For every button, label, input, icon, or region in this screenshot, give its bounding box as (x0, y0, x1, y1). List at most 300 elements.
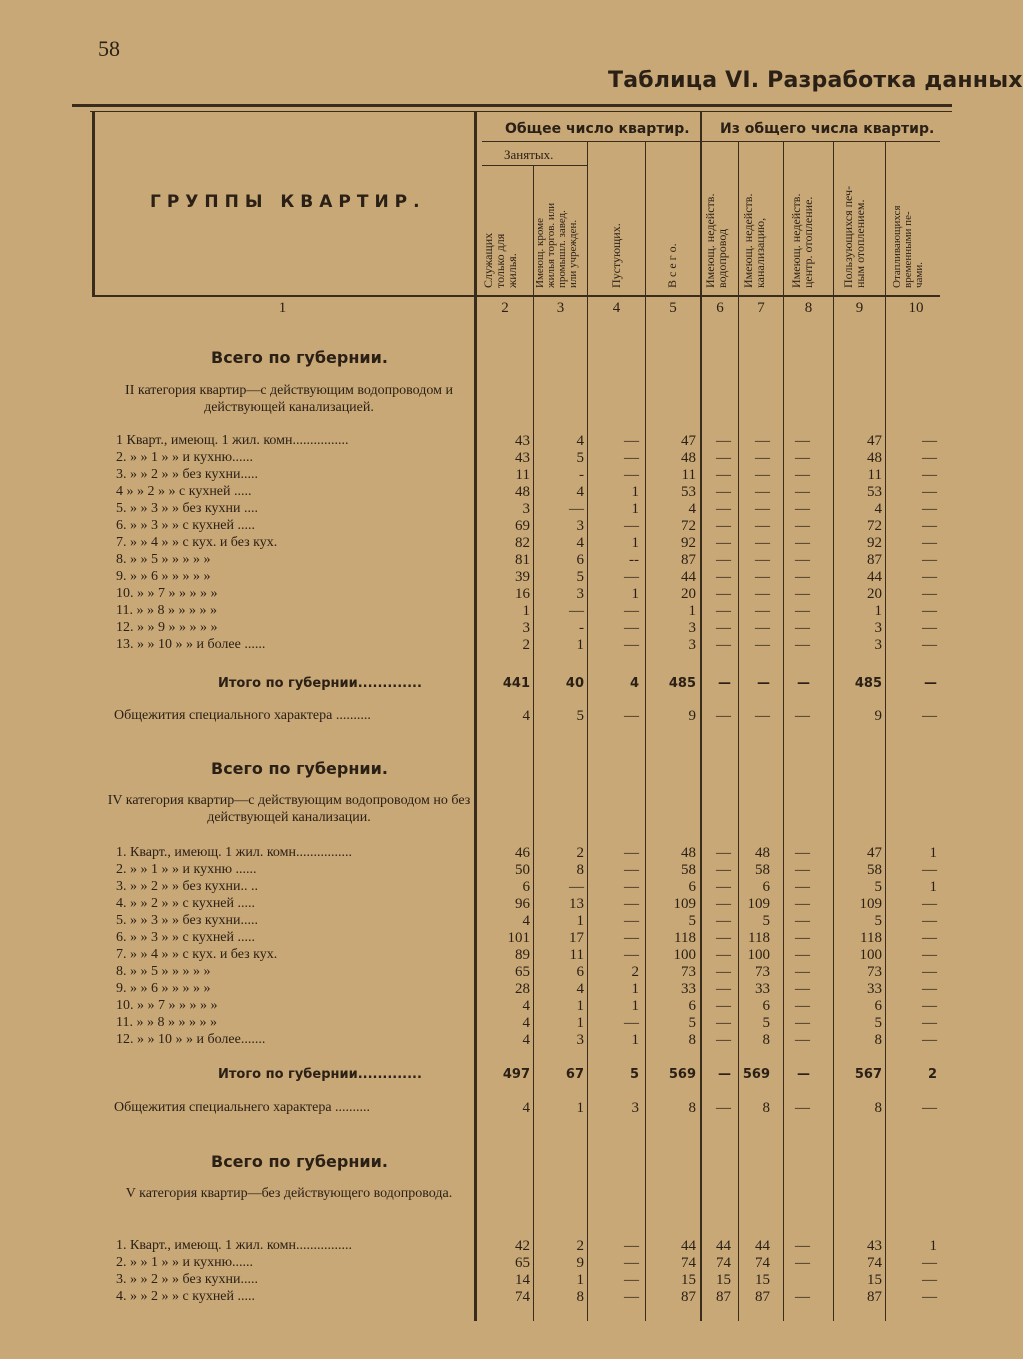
section-description: V категория квартир—без действующего водопровода. (125, 1186, 453, 1201)
table-cell: 74 (867, 1255, 882, 1271)
table-cell: — (624, 620, 639, 636)
table-cell: 485 (854, 676, 882, 691)
table-cell: 5 (874, 879, 882, 895)
page-title: Таблица VI. Разработка данных (608, 68, 1023, 93)
table-cell: 43 (515, 433, 530, 449)
row-label: 5. » » 3 » » без кухни .... (116, 501, 258, 516)
table-cell: 8 (688, 1032, 696, 1048)
table-cell: 2 (927, 1067, 937, 1082)
table-cell: 87 (716, 1289, 731, 1305)
table-cell: — (795, 862, 810, 878)
row-label: 4 » » 2 » » с кухней ..... (116, 484, 252, 499)
table-cell: 3 (522, 501, 530, 517)
table-cell: — (716, 879, 731, 895)
table-cell: — (624, 450, 639, 466)
table-cell: 5 (762, 1015, 770, 1031)
table-cell: — (716, 535, 731, 551)
column-number: 8 (804, 300, 813, 316)
table-cell: 74 (755, 1255, 770, 1271)
table-cell: — (624, 1289, 639, 1305)
table-cell: 42 (515, 1238, 530, 1254)
occupied-rule (482, 165, 587, 166)
column-number: 10 (908, 300, 924, 316)
table-cell: 8 (762, 1032, 770, 1048)
table-cell: — (922, 930, 937, 946)
table-cell: 53 (867, 484, 882, 500)
row-label: 9. » » 6 » » » » » (116, 569, 211, 584)
table-cell: — (795, 913, 810, 929)
table-cell: 44 (867, 569, 882, 585)
table-cell: — (569, 879, 584, 895)
row-label: Итого по губернии............. (218, 1067, 422, 1082)
table-cell: — (624, 518, 639, 534)
table-cell: — (922, 862, 937, 878)
table-cell: — (716, 637, 731, 653)
row-label: 3. » » 2 » » без кухни.. .. (116, 879, 258, 894)
table-cell: 50 (515, 862, 530, 878)
table-cell: — (755, 535, 770, 551)
table-cell: 100 (747, 947, 770, 963)
table-cell: 2 (576, 845, 584, 861)
table-cell: — (755, 501, 770, 517)
row-label: 4. » » 2 » » с кухней ..... (116, 896, 256, 911)
row-label: 4. » » 2 » » с кухней ..... (116, 1289, 256, 1304)
col-divider-4 (645, 141, 646, 1321)
row-label: 12. » » 10 » » и более....... (116, 1032, 266, 1047)
table-cell: — (922, 708, 937, 724)
table-cell: 6 (688, 879, 696, 895)
table-cell: 87 (755, 1289, 770, 1305)
table-cell: 497 (502, 1067, 530, 1082)
table-cell: — (716, 845, 731, 861)
col-divider-8 (833, 141, 834, 1321)
table-cell: — (795, 586, 810, 602)
table-cell: 44 (681, 569, 696, 585)
row-label: 10. » » 7 » » » » » (116, 998, 218, 1013)
table-cell: 33 (681, 981, 696, 997)
table-cell: 89 (515, 947, 530, 963)
table-cell: — (795, 1255, 810, 1271)
table-cell: 48 (515, 484, 530, 500)
table-cell: — (624, 947, 639, 963)
table-cell: 47 (867, 845, 882, 861)
table-cell: 43 (515, 450, 530, 466)
table-cell: 11 (515, 467, 530, 483)
table-cell: — (795, 450, 810, 466)
table-cell: — (716, 1015, 731, 1031)
table-cell: — (716, 964, 731, 980)
table-cell: 5 (576, 708, 584, 724)
table-cell: 1 (929, 845, 937, 861)
table-cell: - (579, 620, 584, 636)
table-cell: 4 (576, 484, 584, 500)
table-cell: — (624, 896, 639, 912)
table-cell: 4 (576, 535, 584, 551)
table-cell: 58 (681, 862, 696, 878)
table-cell: 48 (681, 450, 696, 466)
table-cell: 4 (576, 433, 584, 449)
row-label: 10. » » 7 » » » » » (116, 586, 218, 601)
table-cell: 11 (867, 467, 882, 483)
table-cell: 1 (576, 913, 584, 929)
table-cell: 3 (576, 586, 584, 602)
section-title: Всего по губернии. (211, 348, 388, 367)
table-cell: 1 (576, 1015, 584, 1031)
table-cell: — (795, 981, 810, 997)
table-cell: — (922, 569, 937, 585)
table-cell: 1 (631, 484, 639, 500)
table-cell: 6 (576, 964, 584, 980)
table-cell: 58 (755, 862, 770, 878)
table-cell: 44 (681, 1238, 696, 1254)
row-label: 8. » » 5 » » » » » (116, 552, 211, 567)
row-label: 6. » » 3 » » с кухней ..... (116, 930, 256, 945)
table-cell: — (624, 467, 639, 483)
table-cell: — (624, 1272, 639, 1288)
table-cell: 485 (668, 676, 696, 691)
table-cell: 15 (755, 1272, 770, 1288)
table-cell: 1 (631, 501, 639, 517)
table-cell: — (795, 603, 810, 619)
header-col4: Пустующих. (609, 223, 623, 288)
row-label: 3. » » 2 » » без кухни..... (116, 1272, 258, 1287)
table-cell: — (922, 981, 937, 997)
table-cell: — (922, 603, 937, 619)
table-cell: 48 (755, 845, 770, 861)
table-cell: — (922, 964, 937, 980)
table-cell: — (795, 552, 810, 568)
table-cell: — (755, 620, 770, 636)
table-cell: 8 (576, 862, 584, 878)
table-cell: 1 (631, 981, 639, 997)
col-divider-2 (533, 165, 534, 1321)
table-cell: 569 (742, 1067, 770, 1082)
table-cell: — (755, 637, 770, 653)
col-divider-7 (783, 141, 784, 1321)
table-cell: — (922, 1015, 937, 1031)
table-cell: 46 (515, 845, 530, 861)
table-cell: 20 (867, 586, 882, 602)
table-cell: — (624, 1015, 639, 1031)
row-label: 3. » » 2 » » без кухни..... (116, 467, 258, 482)
table-cell: — (922, 913, 937, 929)
table-cell: 67 (565, 1067, 584, 1082)
table-cell: 1 (576, 637, 584, 653)
table-cell: — (795, 1100, 810, 1116)
col-divider-9 (885, 141, 886, 1321)
table-cell: — (716, 862, 731, 878)
table-cell: 5 (688, 1015, 696, 1031)
table-cell: 8 (874, 1100, 882, 1116)
table-cell: 567 (854, 1067, 882, 1082)
column-number: 7 (757, 300, 765, 316)
table-cell: 81 (515, 552, 530, 568)
table-cell: 4 (688, 501, 696, 517)
table-cell: 109 (747, 896, 770, 912)
table-cell: — (755, 552, 770, 568)
table-cell: — (624, 879, 639, 895)
groups-header: ГРУППЫ КВАРТИР. (150, 192, 426, 212)
row-label: 1 Кварт., имеющ. 1 жил. комн................ (116, 433, 349, 448)
row-label: 8. » » 5 » » » » » (116, 964, 211, 979)
table-cell: 73 (867, 964, 882, 980)
header-general-count: Общее число квартир. (505, 121, 690, 137)
table-cell: 73 (755, 964, 770, 980)
table-cell: 92 (681, 535, 696, 551)
table-cell: — (797, 676, 810, 691)
table-cell: 15 (867, 1272, 882, 1288)
table-cell: — (795, 879, 810, 895)
table-cell: 5 (874, 913, 882, 929)
table-cell: 44 (716, 1238, 731, 1254)
row-label: Итого по губернии............. (218, 676, 422, 691)
table-cell: — (716, 586, 731, 602)
section-title: Всего по губернии. (211, 759, 388, 778)
table-cell: — (795, 484, 810, 500)
table-cell: — (755, 467, 770, 483)
table-cell: — (922, 433, 937, 449)
table-cell: 3 (631, 1100, 639, 1116)
table-cell: 39 (515, 569, 530, 585)
row-label: 13. » » 10 » » и более ...... (116, 637, 266, 652)
table-cell: — (624, 637, 639, 653)
table-cell: — (922, 1255, 937, 1271)
table-cell: — (624, 1238, 639, 1254)
table-cell: — (922, 467, 937, 483)
left-header-border (92, 111, 95, 297)
table-cell: — (795, 930, 810, 946)
row-label: 2. » » 1 » » и кухню ...... (116, 862, 257, 877)
table-cell: 3 (688, 620, 696, 636)
header-col9: Пользующихся печ- ным отоплением. (841, 185, 867, 288)
table-cell: — (569, 501, 584, 517)
table-cell: 8 (874, 1032, 882, 1048)
table-cell: 4 (522, 1032, 530, 1048)
table-cell: — (922, 998, 937, 1014)
table-cell: — (795, 569, 810, 585)
section-description: IV категория квартир—с действующим водопроводом но без действующей канализации. (107, 793, 471, 825)
table-cell: — (795, 1238, 810, 1254)
header-col3: Имеющ. кроме жилья торгов. или промышл. завед. или учрежден. (534, 202, 579, 288)
table-cell: 69 (515, 518, 530, 534)
table-cell: 92 (867, 535, 882, 551)
table-cell: — (716, 620, 731, 636)
page-number: 58 (98, 36, 120, 61)
table-cell: — (922, 518, 937, 534)
table-cell: — (795, 845, 810, 861)
table-cell: 20 (681, 586, 696, 602)
table-cell: 1 (688, 603, 696, 619)
table-cell: 43 (867, 1238, 882, 1254)
table-cell: 87 (867, 1289, 882, 1305)
table-cell: — (795, 535, 810, 551)
table-cell: 3 (576, 518, 584, 534)
table-cell: 48 (681, 845, 696, 861)
table-cell: 441 (502, 676, 530, 691)
row-label: 5. » » 3 » » без кухни..... (116, 913, 258, 928)
table-cell: 87 (867, 552, 882, 568)
table-cell: 1 (929, 879, 937, 895)
table-cell: 4 (629, 676, 639, 691)
column-number: 3 (556, 300, 565, 316)
table-cell: 3 (522, 620, 530, 636)
table-cell: 65 (515, 964, 530, 980)
table-cell: — (795, 1289, 810, 1305)
table-cell: — (624, 913, 639, 929)
table-cell: 82 (515, 535, 530, 551)
table-cell: — (716, 930, 731, 946)
table-cell: 96 (515, 896, 530, 912)
table-cell: — (795, 1015, 810, 1031)
table-cell: 4 (874, 501, 882, 517)
table-cell: 1 (874, 603, 882, 619)
table-cell: 4 (576, 981, 584, 997)
table-cell: — (716, 947, 731, 963)
table-cell: 4 (522, 708, 530, 724)
row-label: Общежития специального характера .......... (114, 708, 371, 723)
table-cell: 1 (576, 1272, 584, 1288)
table-cell: 1 (576, 1100, 584, 1116)
table-cell: 4 (522, 913, 530, 929)
table-cell: — (795, 1032, 810, 1048)
table-cell: 2 (631, 964, 639, 980)
table-cell: — (922, 620, 937, 636)
table-cell: — (755, 603, 770, 619)
table-cell: 13 (569, 896, 584, 912)
table-cell: — (755, 708, 770, 724)
table-cell: 118 (748, 930, 770, 946)
table-cell: 118 (674, 930, 696, 946)
table-cell: 100 (859, 947, 882, 963)
table-cell: — (755, 450, 770, 466)
table-cell: 47 (867, 433, 882, 449)
table-cell: 53 (681, 484, 696, 500)
table-cell: 74 (681, 1255, 696, 1271)
table-cell: — (624, 603, 639, 619)
table-cell: 1 (929, 1238, 937, 1254)
table-cell: 1 (631, 998, 639, 1014)
table-cell: - (579, 467, 584, 483)
table-cell: 9 (688, 708, 696, 724)
table-cell: 109 (859, 896, 882, 912)
top-thin-rule (90, 111, 952, 112)
table-cell: 109 (673, 896, 696, 912)
header-col2: Служащих только для жилья. (481, 232, 519, 288)
column-number: 2 (501, 300, 509, 316)
table-cell: — (716, 552, 731, 568)
table-cell: — (755, 569, 770, 585)
table-cell: 6 (522, 879, 530, 895)
table-cell: — (716, 518, 731, 534)
table-cell: 5 (762, 913, 770, 929)
table-cell: 5 (688, 913, 696, 929)
table-cell: 9 (576, 1255, 584, 1271)
header-col8: Имеющ. недейств. центр. отопление. (789, 193, 815, 288)
row-label: 9. » » 6 » » » » » (116, 981, 211, 996)
header-occupied: Занятых. (504, 147, 554, 162)
table-cell: — (716, 1100, 731, 1116)
row-label: 6. » » 3 » » с кухней ..... (116, 518, 256, 533)
row-label: 7. » » 4 » » с кух. и без кух. (116, 947, 278, 962)
table-cell: — (924, 676, 937, 691)
table-cell: — (795, 708, 810, 724)
row-label: 1. Кварт., имеющ. 1 жил. комн................ (116, 845, 352, 860)
table-cell: — (922, 947, 937, 963)
table-cell: — (795, 637, 810, 653)
table-cell: 40 (565, 676, 584, 691)
table-cell: 1 (576, 998, 584, 1014)
column-number: 4 (612, 300, 621, 316)
table-cell: 6 (576, 552, 584, 568)
table-cell: — (716, 998, 731, 1014)
table-cell: 33 (755, 981, 770, 997)
table-cell: 5 (874, 1015, 882, 1031)
table-cell: — (795, 433, 810, 449)
table-cell: — (922, 896, 937, 912)
table-cell: 118 (860, 930, 882, 946)
header-col5: В с е г о. (665, 243, 679, 288)
table-cell: — (716, 484, 731, 500)
table-cell: — (716, 708, 731, 724)
table-cell: 87 (681, 1289, 696, 1305)
table-cell: 569 (668, 1067, 696, 1082)
table-cell: 16 (515, 586, 530, 602)
table-cell: 3 (576, 1032, 584, 1048)
table-cell: — (716, 433, 731, 449)
table-cell: 65 (515, 1255, 530, 1271)
section-description: II категория квартир—с действующим водопроводом и действующей канализацией. (125, 383, 453, 415)
table-cell: — (922, 637, 937, 653)
table-cell: — (922, 450, 937, 466)
table-cell: — (797, 1067, 810, 1082)
table-cell: 17 (569, 930, 584, 946)
table-cell: — (716, 603, 731, 619)
table-cell: 28 (515, 981, 530, 997)
table-cell: 74 (716, 1255, 731, 1271)
table-cell: — (755, 484, 770, 500)
row-label: 7. » » 4 » » с кух. и без кух. (116, 535, 278, 550)
table-cell: — (922, 484, 937, 500)
table-cell: 4 (522, 1015, 530, 1031)
table-cell: — (716, 896, 731, 912)
table-cell: 15 (716, 1272, 731, 1288)
table-cell: — (716, 569, 731, 585)
table-cell: — (922, 1272, 937, 1288)
table-cell: 8 (688, 1100, 696, 1116)
row-label: Общежития специальнего характера .......... (114, 1100, 371, 1115)
table-cell: 3 (874, 637, 882, 653)
table-cell: — (755, 518, 770, 534)
table-cell: — (795, 964, 810, 980)
table-cell: — (624, 433, 639, 449)
table-cell: — (795, 467, 810, 483)
table-cell: 33 (867, 981, 882, 997)
table-cell: — (795, 518, 810, 534)
table-cell: 8 (762, 1100, 770, 1116)
table-cell: — (569, 603, 584, 619)
table-cell: — (716, 450, 731, 466)
table-cell: — (922, 552, 937, 568)
table-cell: 11 (681, 467, 696, 483)
table-cell: — (922, 1289, 937, 1305)
table-cell: 87 (681, 552, 696, 568)
table-cell: — (922, 586, 937, 602)
column-number: 1 (278, 300, 287, 316)
table-cell: — (716, 981, 731, 997)
table-cell: 44 (755, 1238, 770, 1254)
table-cell: — (755, 586, 770, 602)
table-cell: — (624, 1255, 639, 1271)
